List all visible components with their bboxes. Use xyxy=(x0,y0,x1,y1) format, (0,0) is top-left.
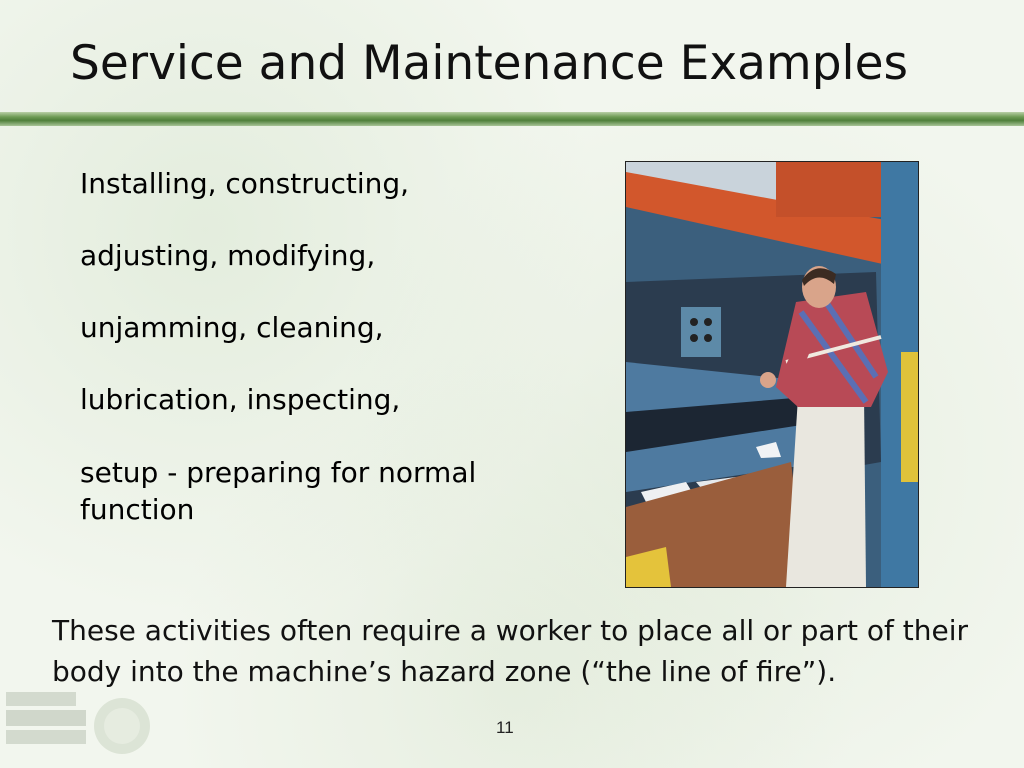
list-item: adjusting, modifying, xyxy=(80,239,376,272)
activity-list xyxy=(80,166,500,564)
list-item: setup - preparing for normal function xyxy=(80,456,477,526)
hazard-zone-note: These activities often require a worker to place all or part of their body into the machine’s hazard zone (“the line of fire”). xyxy=(52,614,969,688)
page-number: 11 xyxy=(496,718,514,737)
list-item: unjamming, cleaning, xyxy=(80,311,384,344)
list-item: lubrication, inspecting, xyxy=(80,383,401,416)
department-of-labor-and-industries-logo xyxy=(4,688,154,762)
worker-at-press-machine-photo xyxy=(625,161,919,588)
list-item: Installing, constructing, xyxy=(80,167,410,200)
title-divider-bar xyxy=(0,112,1024,126)
slide-title: Service and Maintenance Examples xyxy=(70,36,909,91)
